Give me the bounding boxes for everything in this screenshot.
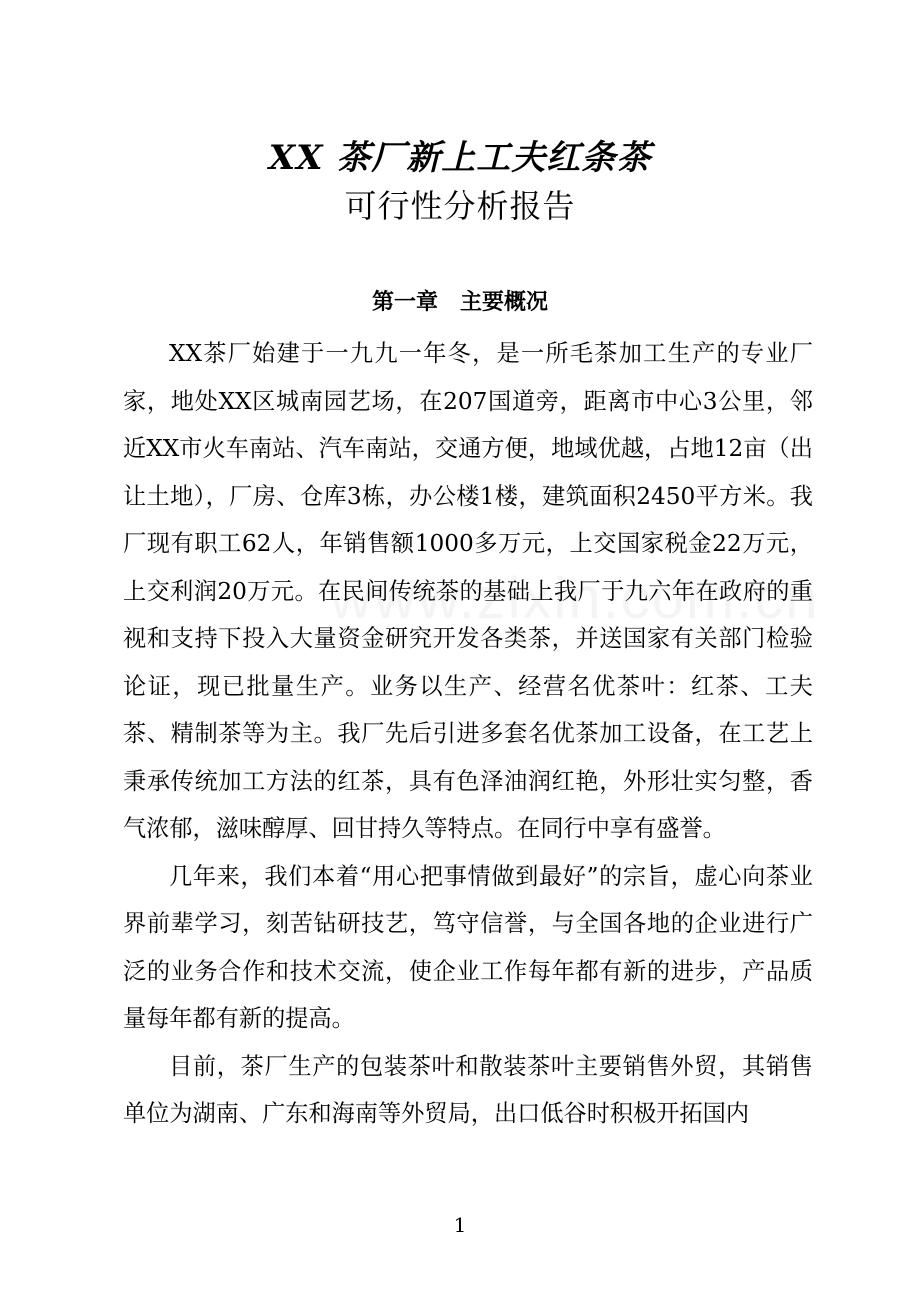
chapter-heading: 第一章 主要概况 (371, 289, 548, 315)
paragraph-sales: 目前，茶厂生产的包装茶叶和散装茶叶主要销售外贸，其销售单位为湖南、广东和海南等外贸局，出口低谷时积极开拓国内 (123, 1052, 813, 1127)
paragraph-overview: XX茶厂始建于一九九一年冬，是一所毛茶加工生产的专业厂家，地处XX区城南园艺场，在207国道旁，距离市中心3公里，邻近XX市火车南站、汽车南站，交通方便，地域优越，占地12亩（出让土地），厂房、仓库3栋，办公楼1楼，建筑面积2450平方米。我厂现有职工62人，年销售额1000多万元，上交国家税金22万元，上交利润20万元。在民间传统茶的基础上我厂于九六年在政府的重视和支持下投入大量资金研究开发各类茶，并送国家有关部门检验论证，现已批量生产。业务以生产、经营名优茶叶：红茶、工夫茶、精制茶等为主。我厂先后引进多套名优茶加工设备，在工艺上秉承传统加工方法的红茶，具有色泽油润红艳，外形壮实匀整，香气浓郁，滋味醇厚、回甘持久等特点。在同行中享有盛誉。 (123, 340, 813, 842)
paragraph-history: 几年来，我们本着“用心把事情做到最好”的宗旨，虚心向茶业界前辈学习，刻苦钻研技艺，笃守信誉，与全国各地的企业进行广泛的业务合作和技术交流，使企业工作每年都有新的进步，产品质量每年都有新的提高。 (123, 862, 813, 1032)
page-number: 1 (453, 1213, 467, 1237)
document-title-line1: XX 茶厂新上工夫红条茶 (268, 138, 652, 178)
document-title-line2: 可行性分析报告 (344, 187, 576, 225)
body-text (123, 330, 813, 1138)
